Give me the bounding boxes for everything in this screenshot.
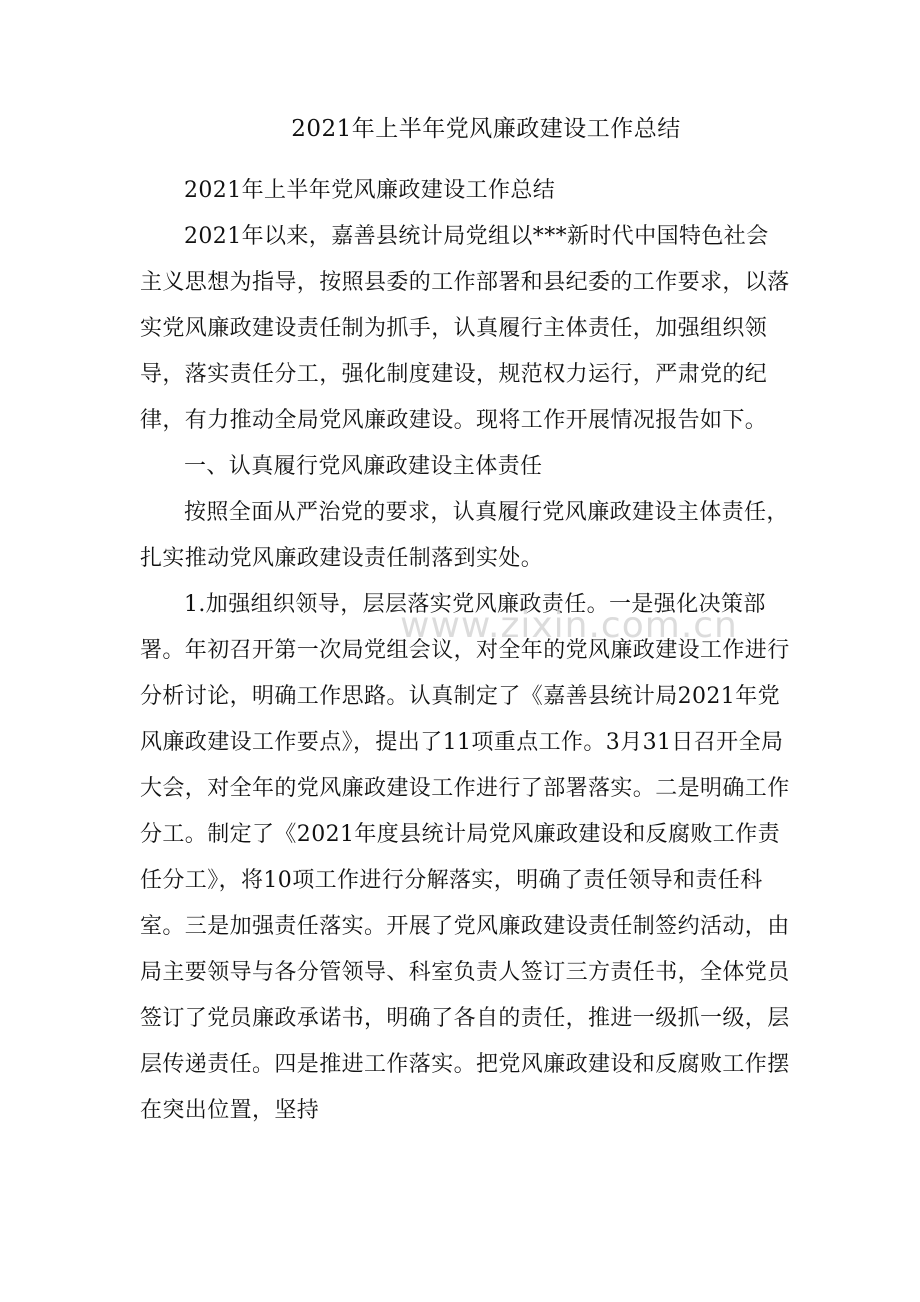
document-title: 2021年上半年党风廉政建设工作总结 (291, 116, 681, 142)
watermark: www.zixin.com.cn (400, 605, 738, 646)
section-intro-paragraph: 按照全面从严治党的要求，认真履行党风廉政建设主体责任，扎实推动党风廉政建设责任制落到实处。 (140, 500, 789, 571)
subtitle-paragraph: 2021年上半年党风廉政建设工作总结 (184, 178, 556, 203)
intro-paragraph: 2021年以来，嘉善县统计局党组以***新时代中国特色社会主义思想为指导，按照县委的工作部署和县纪委的工作要求，以落实党风廉政建设责任制为抓手，认真履行主体责任，加强组织领导，落实责任分工，强化制度建设，规范权力运行，严肃党的纪律，有力推动全局党风廉政建设。现将工作开展情况报告如下。 (140, 224, 790, 433)
document-body (140, 168, 790, 1134)
item-1-paragraph: 1.加强组织领导，层层落实党风廉政责任。一是强化决策部署。年初召开第一次局党组会议，对全年的党风廉政建设工作进行分析讨论，明确工作思路。认真制定了《嘉善县统计局2021年党风廉政建设工作要点》，提出了11项重点工作。3月31日召开全局大会，对全年的党风廉政建设工作进行了部署落实。二是明确工作分工。制定了《2021年度县统计局党风廉政建设和反腐败工作责任分工》，将10项工作进行分解落实，明确了责任领导和责任科室。三是加强责任落实。开展了党风廉政建设责任制签约活动，由局主要领导与各分管领导、科室负责人签订三方责任书，全体党员签订了党员廉政承诺书，明确了各自的责任，推进一级抓一级，层层传递责任。四是推进工作落实。把党风廉政建设和反腐败工作摆在突出位置，坚持 (140, 592, 790, 1123)
section-heading: 一、认真履行党风廉政建设主体责任 (184, 454, 543, 479)
